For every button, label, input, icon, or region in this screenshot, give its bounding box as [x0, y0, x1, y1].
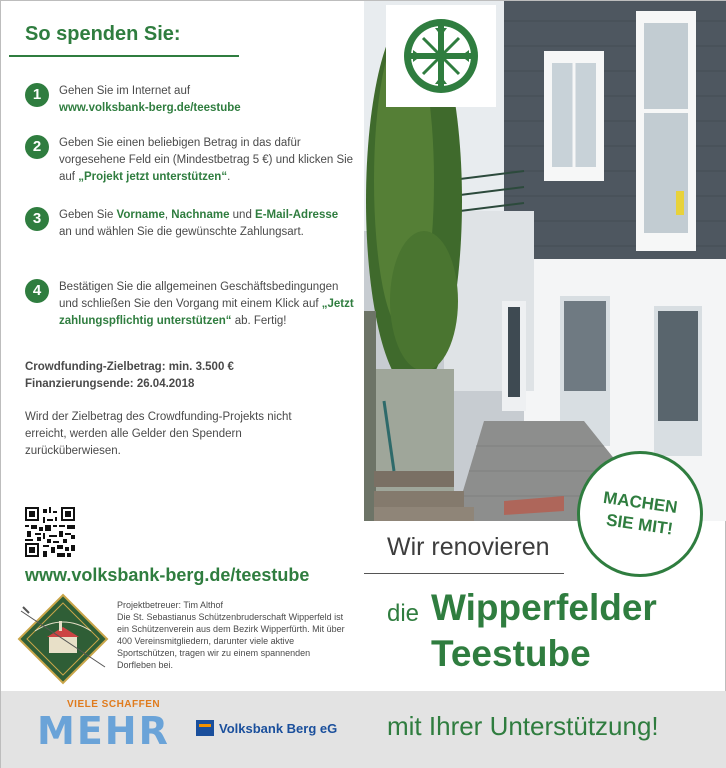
- step-text-part: und: [229, 209, 256, 221]
- badge-line-1: MACHEN: [601, 487, 679, 518]
- step-highlight: Nachname: [171, 209, 230, 221]
- volksbank-name: Volksbank Berg eG: [219, 720, 338, 736]
- step-text: [59, 83, 354, 117]
- logo-box: [386, 5, 496, 107]
- headline-article: die: [387, 600, 420, 627]
- campaign-facts: [25, 359, 234, 393]
- volksbank-logo-icon: [196, 720, 214, 736]
- step-number: 4: [25, 279, 49, 303]
- step-text-part: Gehen Sie im Internet auf: [59, 85, 191, 97]
- refund-note: Wird der Zielbetrag des Crowdfunding-Projekts nicht erreicht, werden alle Gelder den Spendern zurücküberwiesen.: [25, 411, 292, 457]
- step-text-part: Geben Sie einen beliebigen Betrag in das dafür vorgesehene Feld ein (Mindestbetrag 5 €) und klicken Sie auf: [59, 137, 354, 183]
- step-text: [59, 279, 354, 330]
- brotherhood-cross-logo: [401, 16, 481, 96]
- step-highlight: Vorname: [116, 209, 165, 221]
- renovation-heading: Wir renovieren: [387, 533, 550, 561]
- qr-code-icon[interactable]: [25, 507, 75, 557]
- step-text-part: .: [227, 171, 231, 183]
- project-title-line-2: Teestube: [431, 633, 591, 674]
- heading-rule: [9, 55, 239, 57]
- step-number: 3: [25, 207, 49, 231]
- step-highlight: „Jetzt zahlungspflichtig unterstützen“: [59, 298, 354, 327]
- volksbank-brand: [196, 720, 337, 736]
- step-highlight: „Projekt jetzt unterstützen“: [78, 171, 228, 183]
- slogan-mehr: MEHR: [37, 709, 170, 753]
- step-number: 1: [25, 83, 49, 107]
- step-text-part: an und wählen Sie die gewünschte Zahlungsart.: [59, 226, 304, 238]
- step-text: [59, 207, 354, 241]
- project-info: [117, 599, 347, 671]
- step-text-part: Geben Sie: [59, 209, 117, 221]
- goal-amount: Crowdfunding-Zielbetrag: min. 3.500 €: [25, 361, 234, 373]
- slogan-top: VIELE SCHAFFEN: [67, 699, 161, 710]
- step-text-part: ,: [164, 209, 172, 221]
- step-number: 2: [25, 135, 49, 159]
- project-lead: Projektbetreuer: Tim Althof: [117, 600, 224, 610]
- campaign-url[interactable]: www.volksbank-berg.de/teestube: [25, 565, 310, 585]
- step-link[interactable]: www.volksbank-berg.de/teestube: [59, 102, 241, 114]
- step-text-part: Bestätigen Sie die allgemeinen Geschäftsbedingungen und schließen Sie den Vorgang mit einem Klick auf: [59, 281, 339, 310]
- end-date: Finanzierungsende: 26.04.2018: [25, 378, 195, 390]
- project-title-line-1: Wipperfelder: [431, 587, 657, 628]
- step-highlight: E-Mail-Adresse: [255, 209, 339, 221]
- instructions-panel: [1, 1, 364, 691]
- step-text: [59, 135, 354, 186]
- brotherhood-emblem-icon: [15, 591, 111, 687]
- club-description: Die St. Sebastianus Schützenbruderschaft Wipperfeld ist ein Schützenverein aus dem Bezirk Wipperfürth. Mit über 400 Vereinsmitgliedern, darunter viele aktive Sportschützen, tragen wir zu einem spannenden Dorfleben bei.: [117, 612, 345, 670]
- heading: So spenden Sie:: [25, 23, 181, 45]
- badge-line-2: SIE MIT!: [605, 510, 675, 539]
- headline-rule: [364, 573, 564, 574]
- join-in-badge: [577, 451, 703, 577]
- step-text-part: ab. Fertig!: [231, 315, 287, 327]
- support-tagline: mit Ihrer Unterstützung!: [387, 711, 659, 741]
